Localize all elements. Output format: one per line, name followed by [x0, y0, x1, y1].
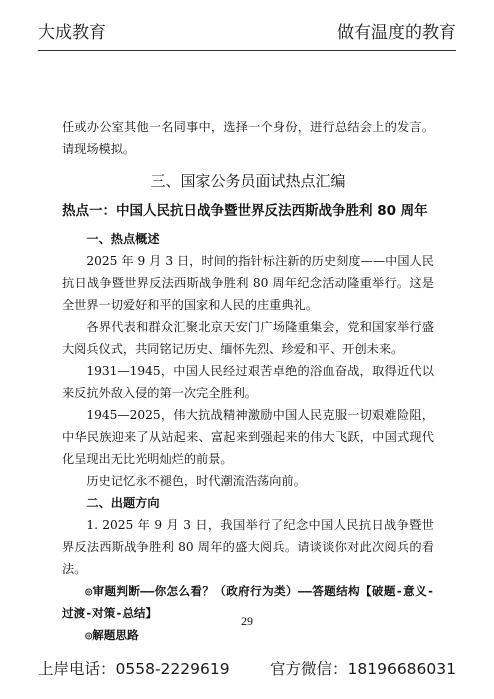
hotspot-title: 热点一：中国人民抗日战争暨世界反法西斯战争胜利 80 周年 — [62, 203, 428, 219]
document-body — [62, 116, 434, 646]
page-header — [38, 16, 456, 44]
paragraph: 历史记忆永不褪色，时代潮流浩荡向前。 — [86, 474, 306, 488]
page-footer — [38, 654, 456, 682]
intro-paragraph: 任或办公室其他一名同事中，选择一个身份，进行总结会上的发言。请现场模拟。 — [62, 120, 434, 156]
paragraph: 各界代表和群众汇聚北京天安门广场隆重集会，党和国家举行盛大阅兵仪式，共同铭记历史、缅怀先烈、珍爱和平、开创未来。 — [62, 320, 434, 356]
paragraph: 2025 年 9 月 3 日，时间的指针标注新的历史刻度——中国人民抗日战争暨世界反法西斯战争胜利 80 周年纪念活动隆重举行。这是全世界一切爱好和平的国家和人民的庄重典礼。 — [62, 254, 434, 312]
footer-phone: 上岸电话：0558-2229619 — [38, 660, 230, 678]
judgement-line: ◎审题判断——你怎么看？（政府行为类）——答题结构【破题-意义-过渡-对策-总结】 — [62, 584, 434, 620]
footer-wechat: 官方微信：18196686031 — [270, 660, 456, 678]
question-paragraph: 1. 2025 年 9 月 3 日，我国举行了纪念中国人民抗日战争暨世界反法西斯战争胜利 80 周年的盛大阅兵。请谈谈你对此次阅兵的看法。 — [62, 518, 434, 576]
paragraph: 1931—1945，中国人民经过艰苦卓绝的浴血奋战，取得近代以来反抗外敌入侵的第一次完全胜利。 — [62, 364, 434, 400]
approach-line: ◎解题思路 — [85, 628, 139, 642]
subheading-overview: 一、热点概述 — [86, 232, 160, 246]
page-number: 29 — [241, 614, 253, 628]
header-divider — [38, 50, 456, 51]
header-slogan: 做有温度的教育 — [337, 22, 456, 43]
section-title: 三、国家公务员面试热点汇编 — [150, 172, 346, 190]
header-brand: 大成教育 — [38, 22, 106, 43]
subheading-directions: 二、出题方向 — [86, 496, 160, 510]
paragraph: 1945—2025，伟大抗战精神激励中国人民克服一切艰难险阻，中华民族迎来了从站起来、富起来到强起来的伟大飞跃，中国式现代化呈现出无比光明灿烂的前景。 — [62, 408, 434, 466]
